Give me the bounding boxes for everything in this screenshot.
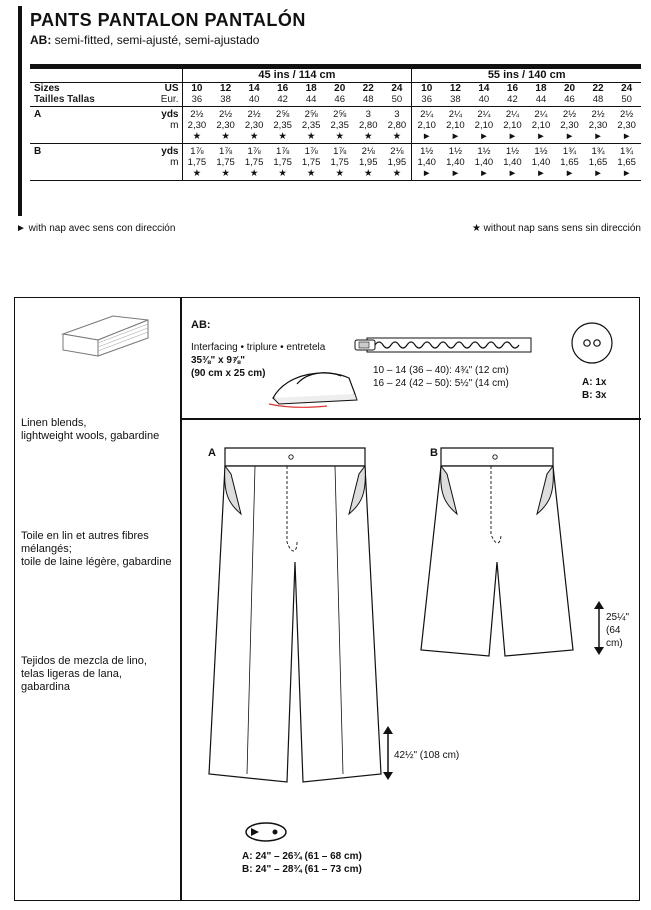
- yds-cell: 1¾: [555, 144, 584, 158]
- size-cell: 16: [277, 83, 289, 94]
- size-cell: 50: [612, 94, 641, 107]
- legend-without-nap: ★ without nap sans sens sin dirección: [471, 223, 641, 234]
- nap-mark-icon: ★: [268, 168, 297, 181]
- us-label: US: [158, 83, 182, 95]
- yds-cell: 2⅝: [297, 107, 326, 121]
- nap-mark-icon: ★: [268, 131, 297, 144]
- notions-views-label: AB:: [191, 319, 211, 331]
- view-b-marks-row: [30, 168, 641, 181]
- m-cell: 1,40: [417, 157, 436, 168]
- divider-vertical: [180, 298, 182, 900]
- nap-mark-icon: ★: [325, 131, 354, 144]
- fabric-width-row: [30, 67, 641, 83]
- m-cell: 2,10: [446, 120, 465, 131]
- size-cell: 12: [220, 83, 232, 94]
- yds-cell: 2½: [555, 107, 584, 121]
- m-cell: 1,75: [330, 157, 349, 168]
- us-sizes-row: [30, 83, 641, 95]
- nap-mark-icon: ►: [584, 168, 613, 181]
- nap-mark-icon: ►: [612, 131, 641, 144]
- view-a-marks-row: [30, 131, 641, 144]
- m-cell: 1,40: [531, 157, 551, 168]
- interfacing-size-cm: (90 cm x 25 cm): [191, 368, 266, 379]
- m-cell: 1,40: [503, 157, 522, 168]
- m-cell: 1,65: [617, 157, 636, 168]
- size-cell: 20: [334, 83, 346, 94]
- size-cell: 38: [211, 94, 240, 107]
- view-b-drawing-label: B: [430, 447, 438, 459]
- yds-cell: 1½: [441, 144, 470, 158]
- m-cell: 2,35: [273, 120, 292, 131]
- nap-mark-icon: ►: [555, 168, 584, 181]
- nap-mark-icon: ★: [211, 168, 240, 181]
- yds-cell: 1½: [412, 144, 441, 158]
- size-cell: 12: [449, 83, 461, 94]
- yds-cell: 1½: [470, 144, 499, 158]
- shorts-b-drawing: [417, 444, 577, 664]
- size-cell: 24: [383, 83, 412, 95]
- yds-cell: 2⅝: [268, 107, 297, 121]
- yds-cell: 2⅝: [325, 107, 354, 121]
- fabric-suggestions-fr: [21, 530, 176, 569]
- m-cell: 1,40: [474, 157, 494, 168]
- size-cell: 16: [506, 83, 519, 94]
- nap-mark-icon: ►: [441, 168, 470, 181]
- m-cell: 1,95: [383, 157, 412, 168]
- nap-mark-icon: ►: [527, 131, 556, 144]
- m-cell: 1,75: [187, 157, 207, 168]
- m-cell: 1,40: [446, 157, 465, 168]
- nap-mark-icon: ★: [354, 131, 383, 144]
- accent-bar: [18, 6, 22, 216]
- pants-a-drawing: [205, 444, 385, 812]
- size-cell: 48: [354, 94, 383, 107]
- m-label: m: [158, 157, 182, 168]
- size-cell: 20: [563, 83, 576, 94]
- nap-mark-icon: ►: [412, 168, 441, 181]
- yds-cell: 2½: [240, 107, 269, 121]
- width-45-header: 45 ins / 114 cm: [182, 67, 412, 83]
- m-cell: 2,30: [588, 120, 608, 131]
- nap-mark-icon: ►: [498, 131, 527, 144]
- m-cell: 1,95: [358, 157, 378, 168]
- size-cell: 46: [325, 94, 354, 107]
- yds-cell: 2⅛: [354, 144, 383, 158]
- size-cell: 14: [478, 83, 490, 94]
- zipper-length-2: 16 – 24 (42 – 50): 5½" (14 cm): [373, 378, 509, 389]
- size-cell: 42: [268, 94, 297, 107]
- yds-cell: 2¼: [527, 107, 556, 121]
- fabric-line: Tejidos de mezcla de lino,: [21, 655, 147, 667]
- zipper-lengths: [373, 364, 509, 390]
- fabric-line: toile de laine légère, gabardine: [21, 556, 172, 568]
- m-cell: 2,35: [330, 120, 349, 131]
- view-b-yds-row: [30, 144, 641, 158]
- length-a: 42½" (108 cm): [394, 750, 460, 761]
- yds-cell: 1⅞: [268, 144, 297, 158]
- m-cell: 1,75: [273, 157, 292, 168]
- size-cell: 18: [305, 83, 317, 94]
- size-cell: 40: [470, 94, 499, 107]
- nap-mark-icon: ►: [555, 131, 584, 144]
- yds-cell: 2½: [584, 107, 613, 121]
- fit-description: [30, 33, 259, 47]
- nap-mark-icon: ★: [297, 168, 326, 181]
- m-cell: 2,10: [474, 120, 494, 131]
- size-cell: 36: [412, 94, 441, 107]
- yds-cell: 1⅞: [182, 144, 211, 158]
- m-cell: 1,65: [588, 157, 608, 168]
- size-cell: 44: [297, 94, 326, 107]
- eur-sizes-row: [30, 94, 641, 107]
- nap-mark-icon: ★: [383, 131, 412, 144]
- yds-cell: 2¼: [441, 107, 470, 121]
- fabric-line: gabardina: [21, 681, 70, 693]
- m-cell: 1,75: [216, 157, 235, 168]
- yds-cell: 1⅞: [325, 144, 354, 158]
- yds-label: yds: [158, 107, 182, 121]
- fabric-suggestions-en: [21, 417, 176, 443]
- nap-mark-icon: ►: [412, 131, 441, 144]
- yds-cell: 2½: [211, 107, 240, 121]
- divider-horizontal: [180, 418, 641, 420]
- nap-mark-icon: ★: [211, 131, 240, 144]
- size-cell: 24: [621, 83, 633, 94]
- fabric-notions-panel: [14, 297, 640, 901]
- size-cell: 10: [421, 83, 433, 94]
- m-label: m: [158, 120, 182, 131]
- yds-cell: 1⅞: [297, 144, 326, 158]
- nap-mark-icon: ★: [325, 168, 354, 181]
- waist-measurements: [242, 850, 362, 876]
- view-a-label: A: [30, 107, 158, 121]
- view-a-drawing-label: A: [208, 447, 216, 459]
- view-a-yds-row: [30, 107, 641, 121]
- fabric-line: mélangés;: [21, 543, 72, 555]
- size-cell: 10: [191, 83, 203, 94]
- m-cell: 2,10: [417, 120, 436, 131]
- m-cell: 2,35: [301, 120, 321, 131]
- interfacing-size-in: 35⅜" x 9⅞": [191, 355, 245, 366]
- m-cell: 1,75: [301, 157, 321, 168]
- size-cell: 48: [584, 94, 613, 107]
- sizes-label: Sizes: [34, 83, 60, 94]
- size-cell: 36: [182, 94, 211, 107]
- yds-cell: 2¼: [412, 107, 441, 121]
- legend-with-nap: ► with nap avec sens con dirección: [16, 223, 176, 234]
- width-55-header: 55 ins / 140 cm: [412, 67, 641, 83]
- yds-cell: 1½: [527, 144, 556, 158]
- nap-mark-icon: ★: [297, 131, 326, 144]
- button-qty-b: B: 3x: [582, 390, 607, 401]
- fabric-line: lightweight wools, gabardine: [21, 430, 160, 442]
- nap-mark-icon: ★: [182, 131, 211, 144]
- button-qty-a: A: 1x: [582, 377, 607, 388]
- nap-mark-icon: ★: [240, 131, 269, 144]
- nap-mark-icon: ►: [584, 131, 613, 144]
- nap-mark-icon: ►: [470, 168, 499, 181]
- size-cell: 14: [248, 83, 260, 94]
- fabric-line: telas ligeras de lana,: [21, 668, 122, 680]
- page-title: PANTS PANTALON PANTALÓN: [30, 10, 306, 30]
- yds-cell: 1⅞: [240, 144, 269, 158]
- yds-cell: 1½: [498, 144, 527, 158]
- interfacing-label: Interfacing • triplure • entretela: [191, 342, 326, 353]
- yds-cell: 2½: [182, 107, 211, 121]
- m-cell: 2,30: [187, 120, 207, 131]
- tailles-label: Tailles Tallas: [30, 94, 158, 107]
- view-a-m-row: [30, 120, 641, 131]
- view-b-m-row: [30, 157, 641, 168]
- m-cell: 2,30: [216, 120, 235, 131]
- yds-cell: 2½: [612, 107, 641, 121]
- zipper-icon: [353, 332, 533, 358]
- nap-mark-icon: ►: [527, 168, 556, 181]
- length-arrow-b-icon: [593, 601, 605, 655]
- size-cell: 46: [555, 94, 584, 107]
- nap-mark-icon: ►: [498, 168, 527, 181]
- nap-mark-icon: ►: [441, 131, 470, 144]
- nap-mark-icon: ★: [354, 168, 383, 181]
- yds-cell: 2⅛: [383, 144, 412, 158]
- button-icon: [569, 320, 615, 366]
- nap-mark-icon: ►: [470, 131, 499, 144]
- fabric-line: Toile en lin et autres fibres: [21, 530, 149, 542]
- size-cell: 38: [441, 94, 470, 107]
- nap-mark-icon: ★: [182, 168, 211, 181]
- views-label: AB:: [30, 33, 52, 47]
- length-b-in: 25¼": [606, 612, 630, 623]
- fabric-suggestions-es: [21, 655, 176, 694]
- view-b-label: B: [30, 144, 158, 158]
- length-b: [606, 611, 639, 650]
- length-arrow-a-icon: [382, 726, 394, 780]
- m-cell: 2,80: [358, 120, 378, 131]
- nap-mark-icon: ★: [383, 168, 412, 181]
- m-cell: 2,30: [617, 120, 636, 131]
- size-cell: 18: [535, 83, 547, 94]
- nap-mark-icon: ★: [240, 168, 269, 181]
- m-cell: 1,75: [244, 157, 264, 168]
- size-cell: 22: [592, 83, 604, 94]
- m-cell: 2,10: [503, 120, 522, 131]
- fabric-line: Linen blends,: [21, 417, 87, 429]
- waist-a: A: 24" – 26¾ (61 – 68 cm): [242, 851, 362, 862]
- yds-cell: 2¼: [470, 107, 499, 121]
- yds-cell: 1¾: [584, 144, 613, 158]
- size-cell: 40: [240, 94, 269, 107]
- yds-label: yds: [158, 144, 182, 158]
- m-cell: 2,10: [531, 120, 551, 131]
- fit-text: semi-fitted, semi-ajusté, semi-ajustado: [54, 33, 260, 47]
- size-cell: 42: [498, 94, 527, 107]
- m-cell: 1,65: [560, 157, 579, 168]
- yds-cell: 3: [354, 107, 383, 121]
- eur-label: Eur.: [158, 94, 182, 107]
- yds-cell: 3: [383, 107, 412, 121]
- iron-icon: [267, 364, 363, 410]
- size-cell: 50: [383, 94, 412, 107]
- size-cell: 44: [527, 94, 556, 107]
- yds-cell: 1¾: [612, 144, 641, 158]
- m-cell: 2,30: [560, 120, 579, 131]
- zipper-length-1: 10 – 14 (36 – 40): 4¾" (12 cm): [373, 365, 509, 376]
- button-quantities: [582, 376, 606, 402]
- waist-b: B: 24" – 28¾ (61 – 73 cm): [242, 864, 362, 875]
- nap-mark-icon: ►: [612, 168, 641, 181]
- size-cell: 22: [362, 83, 374, 94]
- length-b-cm: (64 cm): [606, 625, 623, 649]
- yardage-table: [30, 64, 641, 181]
- waist-measure-icon: [243, 820, 289, 844]
- fabric-bolt-icon: [53, 312, 153, 360]
- m-cell: 2,80: [383, 120, 412, 131]
- m-cell: 2,30: [244, 120, 264, 131]
- yds-cell: 1⅞: [211, 144, 240, 158]
- yds-cell: 2¼: [498, 107, 527, 121]
